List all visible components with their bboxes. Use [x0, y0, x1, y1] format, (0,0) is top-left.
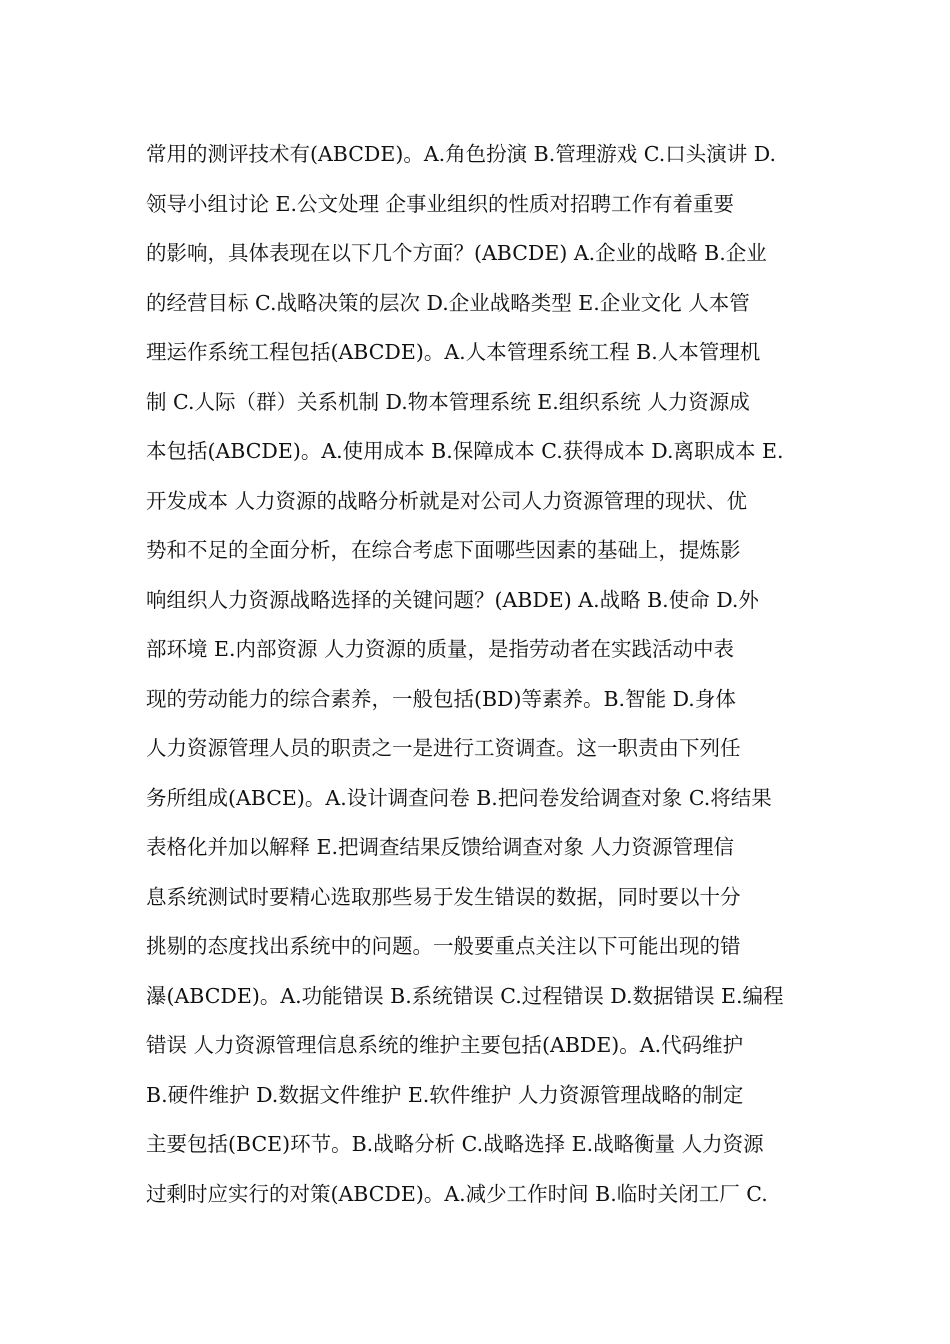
body-text [146, 130, 806, 1219]
text-line: 制 C.人际（群）关系机制 D.物本管理系统 E.组织系统 人力资源成 [146, 389, 750, 414]
text-line: 开发成本 人力资源的战略分析就是对公司人力资源管理的现状、优 [146, 488, 748, 513]
text-line: 现的劳动能力的综合素养，一般包括(BD)等素养。B.智能 D.身体 [146, 686, 736, 711]
text-line: 部环境 E.内部资源 人力资源的质量，是指劳动者在实践活动中表 [146, 637, 735, 661]
text-line: 的经营目标 C.战略决策的层次 D.企业战略类型 E.企业文化 人本管 [146, 290, 750, 315]
text-line: 过剩时应实行的对策(ABCDE)。A.减少工作时间 B.临时关闭工厂 C. [146, 1181, 768, 1206]
text-line: 领导小组讨论 E.公文处理 企事业组织的性质对招聘工作有着重要 [146, 191, 735, 216]
text-line: B.硬件维护 D.数据文件维护 E.软件维护 人力资源管理战略的制定 [146, 1082, 744, 1107]
text-line: 的影响，具体表现在以下几个方面？(ABCDE) A.企业的战略 B.企业 [146, 241, 767, 265]
text-line: 表格化并加以解释 E.把调查结果反馈给调查对象 人力资源管理信 [146, 835, 735, 859]
text-line: 势和不足的全面分析，在综合考虑下面哪些因素的基础上，提炼影 [146, 538, 741, 562]
text-line: 瀑(ABCDE)。A.功能错误 B.系统错误 C.过程错误 D.数据错误 E.编程 [146, 983, 784, 1008]
text-line: 务所组成(ABCE)。A.设计调查问卷 B.把问卷发给调查对象 C.将结果 [146, 785, 772, 810]
text-line: 错误 人力资源管理信息系统的维护主要包括(ABDE)。A.代码维护 [146, 1033, 744, 1057]
text-line: 响组织人力资源战略选择的关键问题？(ABDE) A.战略 B.使命 D.外 [146, 587, 759, 612]
text-line: 理运作系统工程包括(ABCDE)。A.人本管理系统工程 B.人本管理机 [146, 340, 761, 364]
text-line: 主要包括(BCE)环节。B.战略分析 C.战略选择 E.战略衡量 人力资源 [146, 1132, 764, 1156]
text-line: 本包括(ABCDE)。A.使用成本 B.保障成本 C.获得成本 D.离职成本 E. [146, 439, 784, 463]
text-line: 人力资源管理人员的职责之一是进行工资调查。这一职责由下列任 [146, 736, 741, 760]
text-line: 挑剔的态度找出系统中的问题。一般要重点关注以下可能出现的错 [146, 934, 741, 958]
text-line: 息系统测试时要精心选取那些易于发生错误的数据，同时要以十分 [146, 884, 741, 909]
text-line: 常用的测评技术有(ABCDE)。A.角色扮演 B.管理游戏 C.口头演讲 D. [146, 142, 776, 166]
